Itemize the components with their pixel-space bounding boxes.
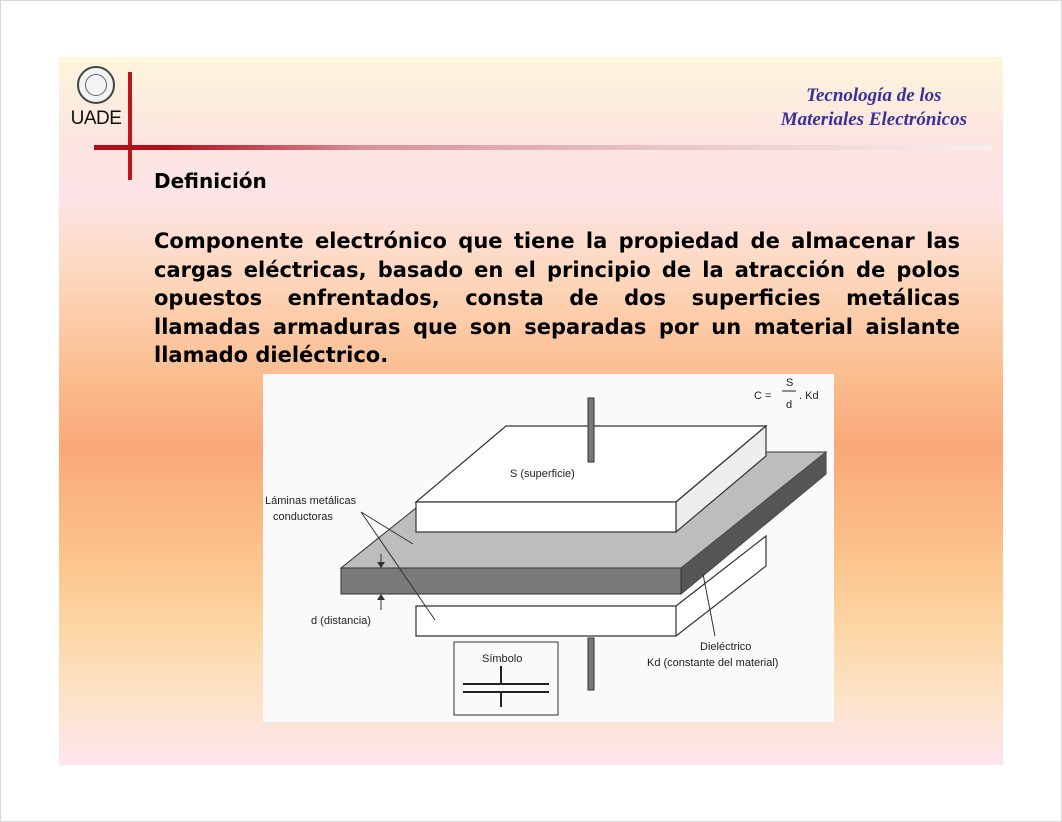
vertical-accent-line	[128, 72, 132, 180]
course-title	[781, 84, 967, 132]
capacitor-diagram	[263, 374, 834, 722]
formula-tail: . Kd	[799, 390, 819, 402]
uade-logo	[69, 64, 123, 130]
upper-terminal	[588, 398, 594, 462]
course-title-line1: Tecnología de los	[806, 85, 942, 106]
symbol-label: Símbolo	[482, 653, 523, 665]
capacitor-symbol-box	[454, 642, 558, 715]
formula-denominator: d	[786, 399, 793, 411]
dielectric-label-line2: Kd (constante del material)	[647, 657, 779, 669]
distance-label: d (distancia)	[311, 615, 371, 627]
horizontal-accent-line	[94, 145, 992, 150]
logo-text: UADE	[70, 108, 122, 129]
section-heading: Definición	[154, 169, 267, 193]
plates-label-line1: Láminas metálicas	[265, 495, 357, 507]
seal-icon	[77, 66, 115, 104]
surface-label: S (superficie)	[510, 468, 575, 480]
formula-c: C =	[754, 390, 772, 402]
definition-text: Componente electrónico que tiene la propiedad de almacenar las cargas eléctricas, basado en el principio de la atracción de polos opuestos enfrentados, consta de dos superficies metálicas llamadas armaduras que son separadas por un material aislante llamado dieléctrico.	[154, 229, 960, 367]
dielectric-label-line1: Dieléctrico	[700, 641, 752, 653]
course-title-line2: Materiales Electrónicos	[780, 109, 967, 130]
capacitor-diagram-svg	[263, 374, 834, 722]
plates-label-line2: conductoras	[273, 511, 333, 523]
lower-terminal	[588, 638, 594, 690]
formula-numerator: S	[786, 377, 794, 389]
